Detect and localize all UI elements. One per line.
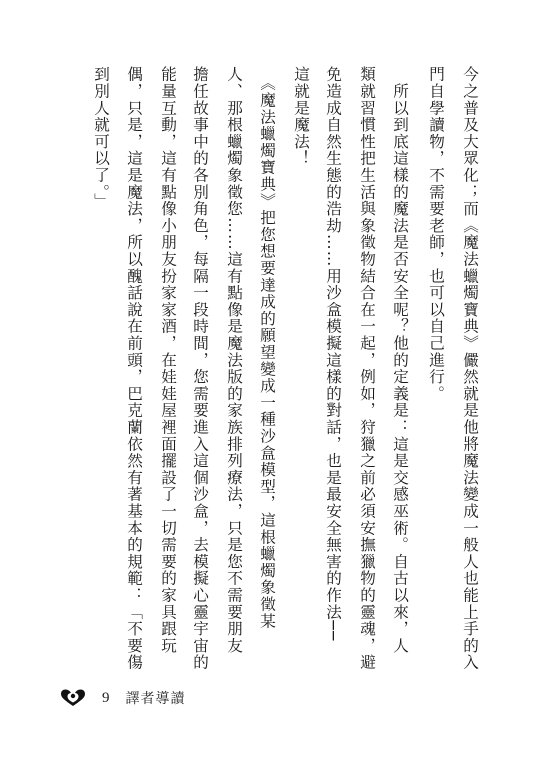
text-column-12: 到別人就可以了。」 (92, 66, 110, 210)
text-column-6: 這就是魔法！ (292, 66, 310, 167)
heart-ornament-icon (58, 688, 88, 708)
text-column-8: 人、那根蠟燭象徵您……這有點像是魔法版的家族排列療法，只是您不需要朋友 (225, 66, 243, 654)
running-head: 譯者導讀 (125, 691, 186, 707)
text-column-5: 免造成自然生態的浩劫……用沙盒模擬這樣的對話，也是最安全無害的作法── (324, 66, 342, 642)
page-number: 9 (102, 689, 110, 706)
text-column-9: 擔任故事中的各別角色，每隔一段時間，您需要進入這個沙盒，去模擬心靈宇宙的 (191, 66, 209, 671)
page-footer (58, 686, 186, 710)
text-column-1: 今之普及大眾化；而《魔法蠟燭寶典》儼然就是他將魔法變成一般人也能上手的入 (461, 66, 479, 671)
text-column-4: 類就習慣性把生活與象徵物結合在一起，例如，狩獵之前必須安撫獵物的靈魂，避 (358, 66, 376, 671)
text-column-3: 所以到底這樣的魔法是否安全呢？他的定義是：這是交感巫術。自古以來，人 (391, 66, 409, 654)
text-column-11: 偶，只是，這是魔法，所以醜話說在前頭，巴克蘭依然有著基本的規範：「不要傷 (125, 66, 143, 671)
text-column-10: 能量互動，這有點像小朋友扮家家酒，在娃娃屋裡面擺設了一切需要的家具跟玩 (159, 66, 177, 654)
text-column-2: 門自學讀物，不需要老師，也可以自己進行。 (427, 66, 445, 402)
text-column-7: 《魔法蠟燭寶典》把您想要達成的願望變成一種沙盒模型，這根蠟燭象徵某 (258, 66, 276, 630)
